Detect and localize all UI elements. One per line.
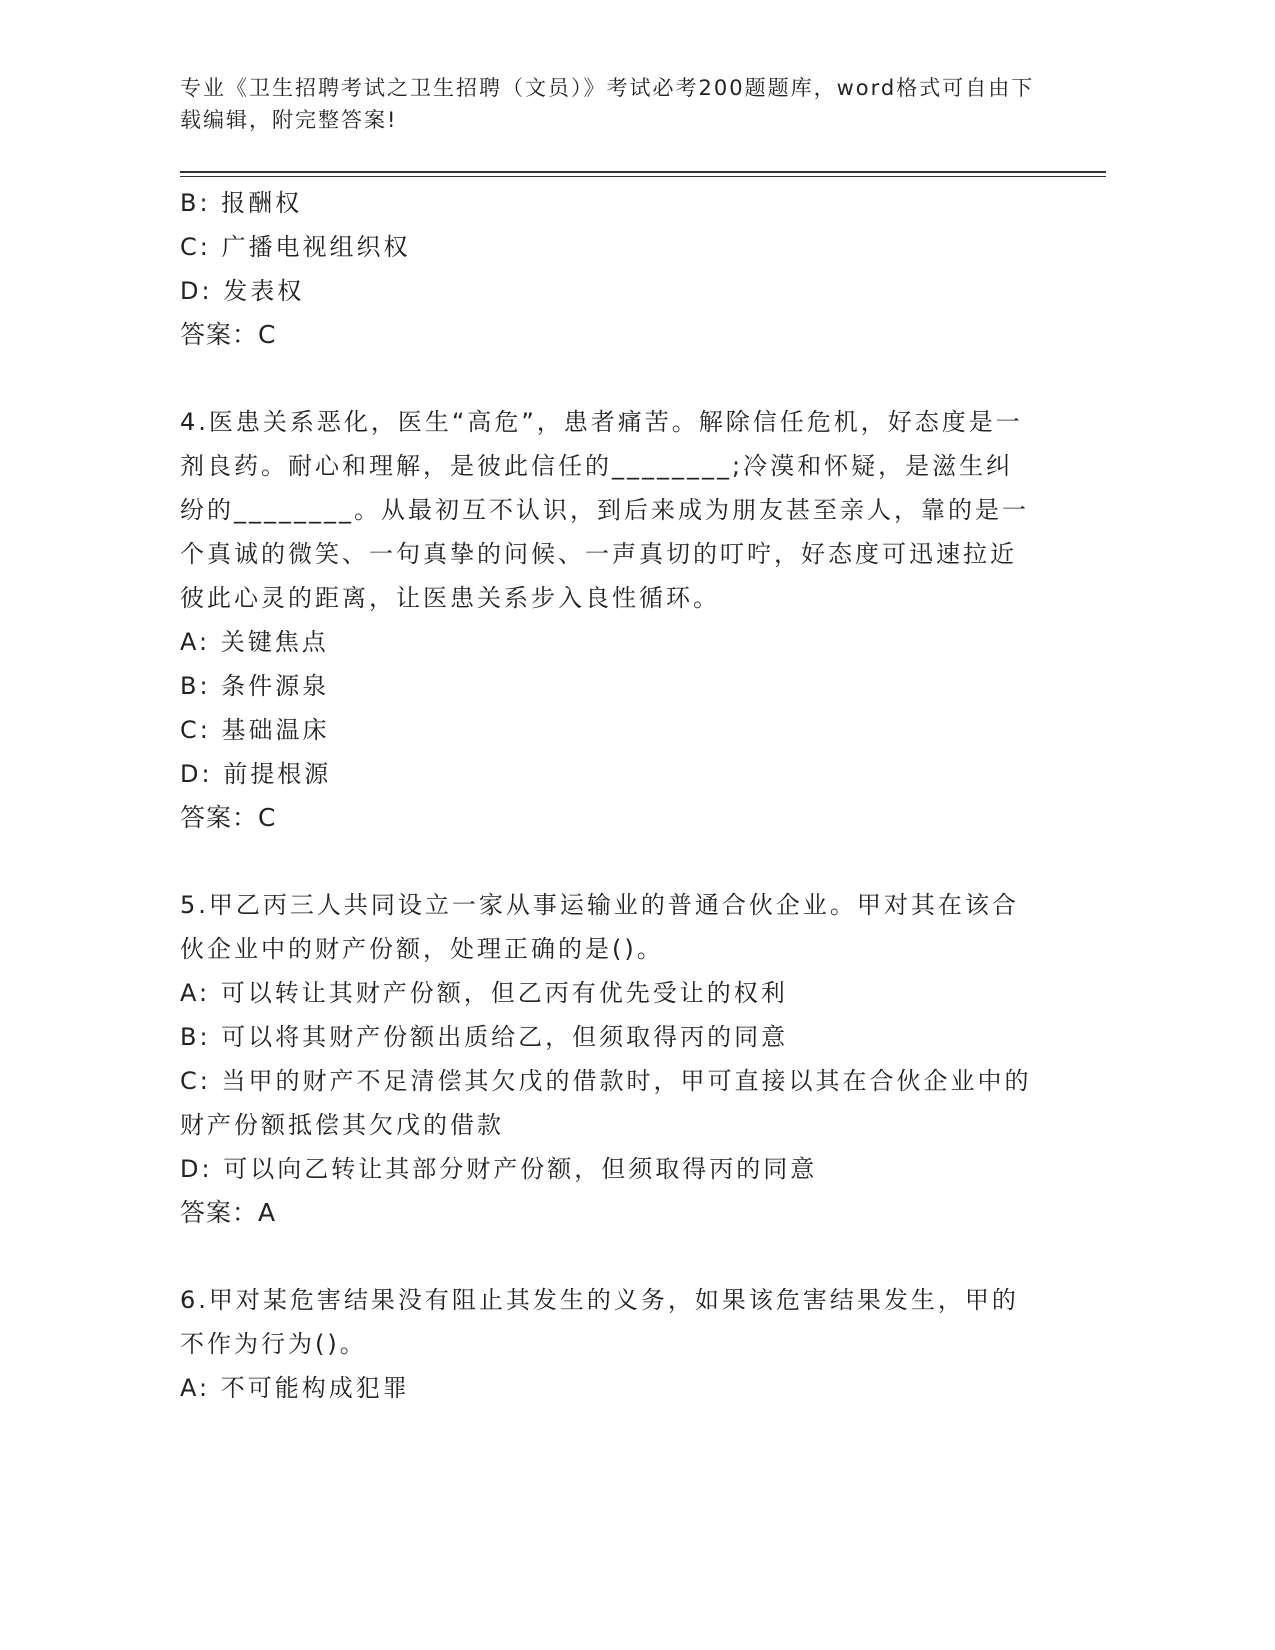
question-4 [180, 400, 1040, 840]
option-a: A: 不可能构成犯罪 [180, 1374, 410, 1402]
option-c: C: 广播电视组织权 [180, 233, 411, 261]
option-b: B: 报酬权 [180, 189, 303, 217]
option-d: D: 可以向乙转让其部分财产份额，但须取得丙的同意 [180, 1155, 818, 1183]
answer-line: 答案：A [180, 1198, 277, 1227]
option-d: D: 发表权 [180, 277, 305, 305]
header-divider-thin [180, 176, 1106, 177]
document-header: 专业《卫生招聘考试之卫生招聘（文员）》考试必考200题题库，word格式可自由下载编辑，附完整答案! [180, 76, 1035, 132]
option-a: A: 可以转让其财产份额，但乙丙有优先受让的权利 [180, 979, 788, 1007]
answer-line: 答案：C [180, 320, 277, 349]
document-body [180, 181, 1040, 1410]
question-5 [180, 883, 1040, 1235]
option-b: B: 可以将其财产份额出质给乙，但须取得丙的同意 [180, 1023, 789, 1051]
answer-line: 答案：C [180, 803, 277, 832]
question-spacer [180, 1235, 1040, 1278]
question-3-tail [180, 181, 1040, 357]
header-divider-thick [180, 171, 1106, 173]
question-spacer [180, 840, 1040, 883]
option-d: D: 前提根源 [180, 760, 332, 788]
option-c: C: 当甲的财产不足清偿其欠戊的借款时，甲可直接以其在合伙企业中的财产份额抵偿其欠戊的借款 [180, 1067, 1032, 1139]
question-stem: 5.甲乙丙三人共同设立一家从事运输业的普通合伙企业。甲对其在该合伙企业中的财产份额，处理正确的是()。 [180, 891, 1019, 963]
option-a: A: 关键焦点 [180, 628, 329, 656]
question-stem: 4.医患关系恶化，医生“高危”，患者痛苦。解除信任危机，好态度是一剂良药。耐心和理解，是彼此信任的________;冷漠和怀疑，是滋生纠纷的________。从最初互不认识，到后来成为朋友甚至亲人，靠的是一个真诚的微笑、一句真挚的问候、一声真切的叮咛，好态度可迅速拉近彼此心灵的距离，让医患关系步入良性循环。 [180, 408, 1029, 612]
option-c: C: 基础温床 [180, 716, 330, 744]
option-b: B: 条件源泉 [180, 672, 330, 700]
question-stem: 6.甲对某危害结果没有阻止其发生的义务，如果该危害结果发生，甲的不作为行为()。 [180, 1286, 1019, 1358]
question-6 [180, 1278, 1040, 1410]
question-spacer [180, 357, 1040, 400]
